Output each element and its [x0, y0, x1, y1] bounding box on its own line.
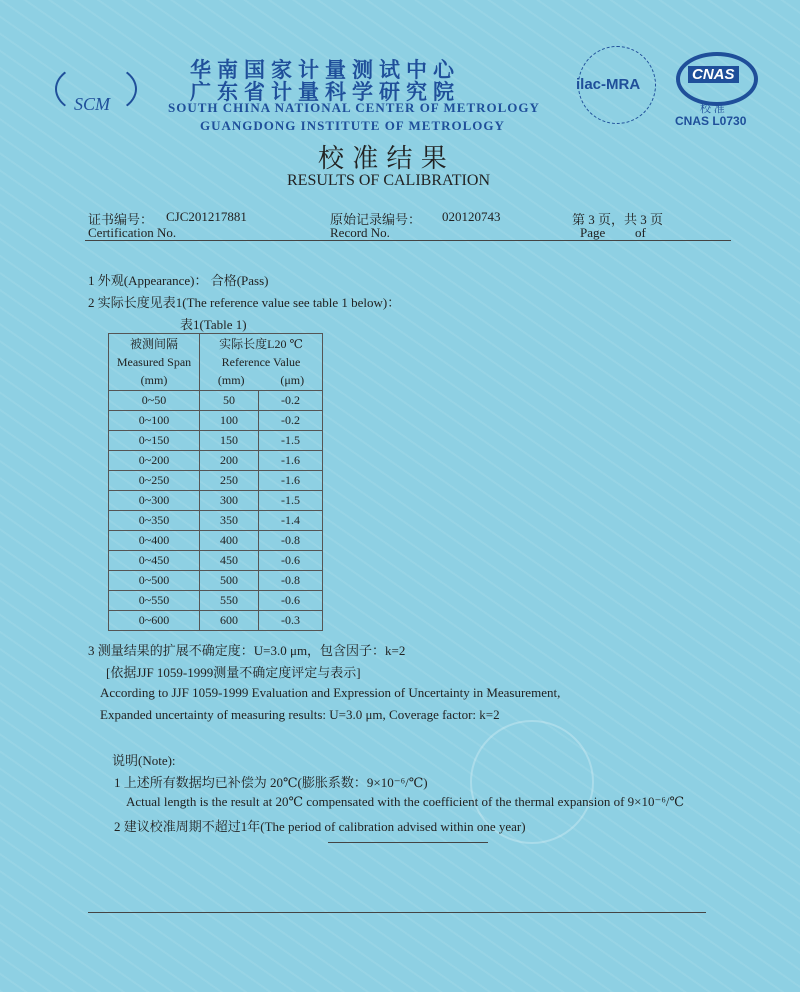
span-cell: 0~450 — [109, 551, 200, 571]
notes-label: 说明(Note): — [112, 753, 176, 768]
cnas-no: CNAS L0730 — [675, 114, 747, 128]
reference-mm-cell: 50 — [200, 391, 259, 411]
h2-unit-mm: (mm) — [217, 373, 245, 387]
page-cn: 第 3 页，共 3 页 — [572, 212, 664, 227]
cert-no: CJC201217881 — [166, 209, 247, 224]
h1-unit: (mm) — [140, 373, 168, 387]
title-en: RESULTS OF CALIBRATION — [287, 172, 490, 189]
span-cell: 0~550 — [109, 591, 200, 611]
uncertainty-en-2: Expanded uncertainty of measuring results: U=3.0 μm, Coverage factor: k=2 — [100, 707, 500, 722]
item-reference: 2 实际长度见表1(The reference value see table 1 below)： — [88, 295, 401, 310]
cert-label-en: Certification No. — [88, 225, 177, 240]
reference-mm-cell: 100 — [200, 411, 259, 431]
reference-table — [108, 333, 323, 631]
table-row — [109, 571, 323, 591]
span-cell: 0~600 — [109, 611, 200, 631]
org-en-1: SOUTH CHINA NATIONAL CENTER OF METROLOGY — [168, 100, 540, 115]
reference-mm-cell: 150 — [200, 431, 259, 451]
h2-unit-um: (μm) — [280, 373, 305, 387]
item-uncertainty: 3 测量结果的扩展不确定度：U=3.0 μm，包含因子：k=2 — [88, 643, 406, 658]
ilac-text: ilac-MRA — [576, 76, 641, 93]
reference-mm-cell: 600 — [200, 611, 259, 631]
deviation-um-cell: -0.8 — [259, 571, 323, 591]
span-cell: 0~350 — [109, 511, 200, 531]
uncertainty-basis: [依据JJF 1059-1999测量不确定度评定与表示] — [106, 665, 361, 680]
span-cell: 0~150 — [109, 431, 200, 451]
deviation-um-cell: -1.4 — [259, 511, 323, 531]
title-cn: 校 准 结 果 — [318, 144, 447, 174]
span-cell: 0~400 — [109, 531, 200, 551]
table-row — [109, 511, 323, 531]
h1-cn: 被测间隔 — [129, 337, 178, 351]
h2-en: Reference Value — [221, 355, 301, 369]
org-cn-2: 广东省计量科学研究院 — [190, 80, 460, 104]
uncertainty-en-1: According to JJF 1059-1999 Evaluation and Expression of Uncertainty in Measurement, — [100, 685, 561, 700]
reference-mm-cell: 300 — [200, 491, 259, 511]
note-1-en: Actual length is the result at 20℃ compensated with the coefficient of the thermal expansion of 9×10⁻⁶/℃ — [126, 794, 685, 809]
header-divider — [85, 240, 731, 241]
note-1: 1 上述所有数据均已补偿为 20℃(膨胀系数：9×10⁻⁶/℃) — [114, 775, 428, 790]
reference-mm-cell: 450 — [200, 551, 259, 571]
reference-mm-cell: 500 — [200, 571, 259, 591]
deviation-um-cell: -0.3 — [259, 611, 323, 631]
scm-logo-text: SCM — [74, 94, 110, 114]
page-en-2: of — [635, 225, 646, 240]
deviation-um-cell: -1.6 — [259, 451, 323, 471]
span-cell: 0~500 — [109, 571, 200, 591]
h1-en: Measured Span — [116, 355, 192, 369]
reference-mm-cell: 400 — [200, 531, 259, 551]
note-2: 2 建议校准周期不超过1年(The period of calibration advised within one year) — [114, 819, 526, 834]
cnas-cn: 校 准 — [700, 103, 725, 115]
table-row — [109, 551, 323, 571]
table-row — [109, 431, 323, 451]
deviation-um-cell: -1.5 — [259, 491, 323, 511]
table-row — [109, 411, 323, 431]
page-en-1: Page — [580, 225, 606, 240]
span-cell: 0~250 — [109, 471, 200, 491]
end-divider — [328, 842, 488, 843]
table-row — [109, 471, 323, 491]
table-row — [109, 391, 323, 411]
h2-cn: 实际长度L20 ℃ — [219, 337, 303, 351]
deviation-um-cell: -0.2 — [259, 391, 323, 411]
reference-mm-cell: 550 — [200, 591, 259, 611]
record-no: 020120743 — [442, 209, 501, 224]
reference-mm-cell: 350 — [200, 511, 259, 531]
deviation-um-cell: -0.6 — [259, 551, 323, 571]
deviation-um-cell: -0.2 — [259, 411, 323, 431]
record-label-en: Record No. — [330, 225, 390, 240]
reference-mm-cell: 250 — [200, 471, 259, 491]
footer-divider — [88, 912, 706, 913]
deviation-um-cell: -0.6 — [259, 591, 323, 611]
table-row — [109, 491, 323, 511]
reference-mm-cell: 200 — [200, 451, 259, 471]
cert-label-cn: 证书编号： — [88, 212, 154, 227]
record-label-cn: 原始记录编号： — [330, 212, 422, 227]
table-row — [109, 611, 323, 631]
span-cell: 0~50 — [109, 391, 200, 411]
table-row — [109, 591, 323, 611]
org-en-2: GUANGDONG INSTITUTE OF METROLOGY — [200, 118, 505, 133]
cnas-text: CNAS — [688, 66, 739, 83]
table-row — [109, 451, 323, 471]
span-cell: 0~300 — [109, 491, 200, 511]
deviation-um-cell: -0.8 — [259, 531, 323, 551]
table-row — [109, 531, 323, 551]
deviation-um-cell: -1.5 — [259, 431, 323, 451]
org-cn-1: 华南国家计量测试中心 — [190, 58, 460, 82]
deviation-um-cell: -1.6 — [259, 471, 323, 491]
span-cell: 0~200 — [109, 451, 200, 471]
item-appearance: 1 外观(Appearance)： 合格(Pass) — [88, 273, 269, 288]
table-caption: 表1(Table 1) — [180, 317, 247, 332]
span-cell: 0~100 — [109, 411, 200, 431]
